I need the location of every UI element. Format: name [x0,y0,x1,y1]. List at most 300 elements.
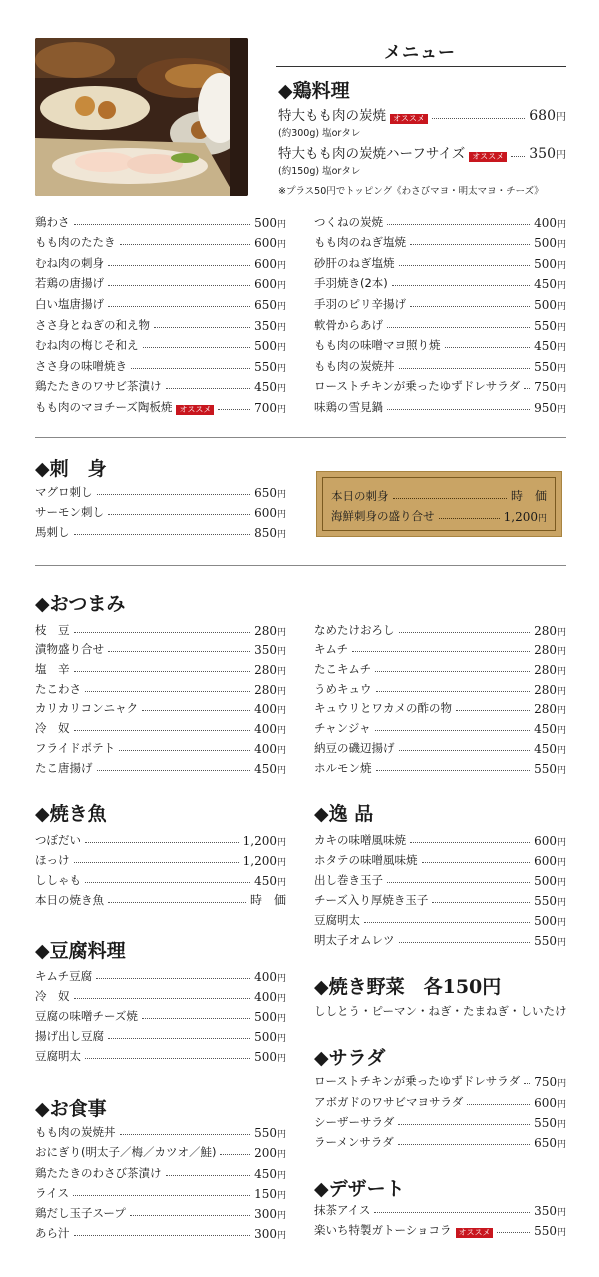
item-name: 豆腐の味噌チーズ焼 [35,1009,138,1023]
item-name: ホルモン焼 [314,760,372,775]
menu-item [314,697,566,717]
item-price: 150円 [254,1186,286,1201]
menu-item [35,250,286,271]
leader-dots [497,1232,530,1233]
leader-dots [399,750,531,751]
salad-section-title: ◆サラダ [314,1047,386,1069]
featured-item [278,104,566,124]
sashimi-special-list [331,484,547,524]
item-price: 時 価 [249,893,286,907]
menu-item [314,333,566,354]
item-name: もも肉のたたき [35,235,116,250]
item-name: 手羽のピリ辛揚げ [314,296,406,311]
item-name: 本日の焼き魚 [35,893,104,907]
item-name: 若鶏の唐揚げ [35,276,104,291]
dessert-section-title: ◆デザート [314,1178,405,1200]
item-price: 500円 [534,236,566,251]
menu-item [35,716,286,736]
menu-item [35,520,286,540]
item-name: アボガドのワサビマヨサラダ [314,1094,464,1109]
item-name: 鶏わさ [35,214,70,229]
leader-dots [97,770,251,771]
menu-item [35,1024,286,1044]
recommend-badge: オススメ [469,152,507,162]
item-name: フライドポテト [35,740,116,755]
leader-dots [399,942,531,943]
menu-item [314,756,566,776]
menu-item [314,1069,566,1089]
leader-dots [399,632,531,633]
leader-dots [445,347,531,348]
item-price: 600円 [534,834,566,848]
leader-dots [422,862,531,863]
leader-dots [410,842,530,843]
leader-dots [375,730,530,731]
menu-item [314,1198,566,1218]
item-price: 600円 [534,1095,566,1110]
item-name: 特大もも肉の炭焼 [278,108,386,124]
leader-dots [154,327,250,328]
item-price: 1,200円 [242,854,286,868]
item-name: チーズ入り厚焼き玉子 [314,893,429,907]
item-name: 明太子オムレツ [314,933,395,947]
leader-dots [108,514,250,515]
item-price: 600円 [254,236,286,251]
menu-item [35,312,286,333]
item-price: 450円 [254,1166,286,1181]
leader-dots [432,902,530,903]
chicken-section-title: ◆鶏料理 [278,80,350,102]
menu-item [35,353,286,374]
yakizakana-section-title: ◆焼き魚 [35,803,107,825]
item-name: ホタテの味噌風味焼 [314,853,418,867]
item-name: 出し巻き玉子 [314,873,383,887]
leader-dots [85,691,250,692]
item-price: 350円 [254,318,286,333]
leader-dots [398,1124,530,1125]
menu-item [35,374,286,395]
sashimi-list [35,480,286,540]
item-name: おにぎり(明太子／梅／カツオ／鮭) [35,1145,217,1160]
leader-dots [120,1134,251,1135]
leader-dots [166,1175,251,1176]
item-price: 500円 [254,215,286,230]
leader-dots [108,265,250,266]
menu-item [314,868,566,888]
leader-dots [166,388,251,389]
item-price: 1,200円 [503,510,547,524]
menu-item [314,1110,566,1130]
leader-dots [387,327,530,328]
dessert-list [314,1198,566,1238]
leader-dots [96,978,250,979]
menu-item [35,1004,286,1024]
leader-dots [85,1058,250,1059]
leader-dots [142,1018,250,1019]
menu-item [35,291,286,312]
leader-dots [374,1212,530,1213]
item-price: 550円 [534,761,566,776]
leader-dots [364,922,530,923]
menu-item [35,657,286,677]
item-name: むね肉の刺身 [35,255,104,270]
food-photo [35,38,248,196]
menu-item [35,1044,286,1064]
leader-dots [74,1235,251,1236]
menu-item [35,868,286,888]
item-name: 海鮮刺身の盛り合せ [331,509,435,523]
item-name: ほっけ [35,853,70,867]
item-price: 550円 [534,894,566,908]
item-name: たこ唐揚げ [35,760,93,775]
leader-dots [220,1154,250,1155]
leader-dots [398,1144,530,1145]
item-price: 500円 [534,256,566,271]
menu-item [314,638,566,658]
menu-item [314,1089,566,1109]
leader-dots [85,842,239,843]
item-name: 砂肝のねぎ塩焼 [314,255,395,270]
item-price: 500円 [254,339,286,354]
item-name: 豆腐明太 [314,913,360,927]
item-name: ライス [35,1185,70,1200]
item-price: 400円 [254,970,286,984]
item-price: 350円 [534,1204,566,1218]
menu-item [35,1120,286,1140]
item-price: 450円 [254,874,286,888]
menu-item [35,888,286,908]
item-price: 280円 [534,643,566,658]
item-price: 600円 [534,854,566,868]
item-price: 280円 [254,663,286,678]
menu-item [35,394,286,415]
leader-dots [393,498,507,499]
item-price: 850円 [254,526,286,540]
item-name: もも肉の炭焼丼 [35,1125,116,1140]
menu-item [35,209,286,230]
otsumami-section-title: ◆おつまみ [35,593,126,615]
item-price: 280円 [534,682,566,697]
topping-note: ※プラス50円でトッピング《わさびマヨ・明太マヨ・チーズ》 [278,186,544,197]
menu-item [314,250,566,271]
item-name: もも肉の炭焼丼 [314,358,395,373]
item-price: 280円 [254,623,286,638]
chicken-list-right [314,209,566,415]
item-name: 鶏だし玉子スープ [35,1205,126,1220]
item-name: たこわさ [35,681,81,696]
item-name: 納豆の磯辺揚げ [314,740,395,755]
menu-item [35,230,286,251]
menu-item [35,1201,286,1221]
leader-dots [85,882,250,883]
item-name: 特大もも肉の炭焼ハーフサイズ [278,146,466,162]
menu-item [314,736,566,756]
leader-dots [130,1215,250,1216]
item-name: 味鶏の雪見鍋 [314,399,383,414]
item-price: 280円 [534,623,566,638]
yakiyasai-items: ししとう・ピーマン・ねぎ・たまねぎ・しいたけ [314,1004,567,1018]
menu-item [314,271,566,292]
item-name: ささ身とねぎの和え物 [35,317,150,332]
item-price: 500円 [534,297,566,312]
item-name: もも肉の味噌マヨ照り焼 [314,338,441,353]
item-name: ローストチキンが乗ったゆずドレサラダ [314,1074,521,1089]
sashimi-special-box [316,471,562,537]
leader-dots [74,632,251,633]
item-price: 200円 [254,1146,286,1161]
menu-item [35,271,286,292]
item-name: 楽いち特製ガトーショコラ [314,1223,452,1237]
item-price: 450円 [534,277,566,292]
item-price: 300円 [254,1227,286,1242]
item-name: うめキュウ [314,681,372,696]
leader-dots [218,409,250,410]
menu-item [35,848,286,868]
item-price: 350円 [254,643,286,658]
item-name: キムチ [314,642,349,657]
item-name: 鶏たたきのわさび茶漬け [35,1165,162,1180]
shokuji-list [35,1120,286,1241]
leader-dots [376,691,531,692]
menu-item [35,736,286,756]
item-price: 750円 [534,380,567,395]
leader-dots [376,770,531,771]
item-price: 650円 [254,297,286,312]
leader-dots [74,534,251,535]
otsumami-list-left [35,618,286,776]
leader-dots [511,156,525,157]
menu-item [35,480,286,500]
item-name: ささ身の味噌焼き [35,358,127,373]
menu-item [331,484,547,504]
leader-dots [375,671,530,672]
ippin-section-title: ◆逸 品 [314,803,374,825]
item-name: サーモン刺し [35,505,104,519]
item-price: 300円 [254,1206,286,1221]
leader-dots [73,1195,250,1196]
leader-dots [74,998,251,999]
item-name: カリカリコンニャク [35,701,139,716]
menu-item [314,928,566,948]
menu-item [35,1160,286,1180]
item-price: 500円 [534,914,566,928]
item-name: 軟骨からあげ [314,317,383,332]
item-price: 450円 [534,722,566,737]
item-price: 500円 [254,1030,286,1044]
item-name: ローストチキンが乗ったゆずドレサラダ [314,379,521,394]
leader-dots [108,1038,250,1039]
featured-item [278,142,566,162]
leader-dots [467,1104,530,1105]
menu-item [314,888,566,908]
leader-dots [456,710,530,711]
item-price: 時 価 [510,489,547,503]
item-note: (約300g) 塩orタレ [278,128,361,139]
menu-item [35,697,286,717]
menu-item [314,716,566,736]
menu-item [314,908,566,928]
leader-dots [119,750,250,751]
item-price: 280円 [534,663,566,678]
leader-dots [108,651,250,652]
leader-dots [108,902,246,903]
section-divider [35,437,566,438]
leader-dots [74,862,239,863]
otsumami-list-right [314,618,566,776]
item-price: 450円 [534,339,566,354]
item-price: 650円 [254,486,286,500]
leader-dots [142,710,250,711]
item-price: 500円 [254,1010,286,1024]
menu-item [314,618,566,638]
menu-item [314,828,566,848]
item-price: 550円 [534,318,566,333]
item-name: チャンジャ [314,721,371,736]
item-price: 450円 [254,761,286,776]
item-price: 400円 [254,741,286,756]
menu-item [314,230,566,251]
item-price: 550円 [534,359,566,374]
chicken-list-left [35,209,286,415]
tofu-section-title: ◆豆腐料理 [35,940,126,962]
item-name: ラーメンサラダ [314,1135,394,1150]
recommend-badge: オススメ [390,114,428,124]
item-price: 550円 [534,1115,566,1130]
item-price: 550円 [534,1224,566,1238]
item-price: 400円 [254,990,286,1004]
leader-dots [432,118,525,119]
menu-item [314,657,566,677]
item-price: 550円 [254,1126,286,1141]
item-name: 塩 辛 [35,662,70,677]
leader-dots [392,285,530,286]
tofu-list [35,964,286,1064]
menu-item [314,374,566,395]
menu-item [331,504,547,524]
leader-dots [120,244,251,245]
item-name: つぼだい [35,833,81,847]
leader-dots [399,265,531,266]
item-name: 揚げ出し豆腐 [35,1029,104,1043]
item-name: 白い塩唐揚げ [35,296,104,311]
leader-dots [131,368,250,369]
menu-item [35,756,286,776]
item-note: (約150g) 塩orタレ [278,166,361,177]
item-name: あら汁 [35,1226,70,1241]
item-price: 280円 [254,682,286,697]
item-name: 抹茶アイス [314,1203,371,1217]
item-name: つくねの炭焼 [314,214,383,229]
leader-dots [387,224,530,225]
leader-dots [97,494,251,495]
menu-item [35,1181,286,1201]
item-name: 漬物盛り合せ [35,642,104,657]
menu-item [35,828,286,848]
item-price: 500円 [254,1050,286,1064]
leader-dots [352,651,530,652]
chicken-featured [278,104,566,197]
menu-item [314,848,566,868]
item-price: 500円 [534,874,566,888]
item-name: むね肉の梅じそ和え [35,338,139,353]
yakizakana-list [35,828,286,908]
item-price: 450円 [254,380,286,395]
item-price: 400円 [254,702,286,717]
section-divider [35,565,566,566]
menu-item [35,677,286,697]
menu-item [35,1221,286,1241]
item-price: 600円 [254,256,286,271]
item-price: 280円 [534,702,566,717]
menu-item [314,1218,566,1238]
item-name: 枝 豆 [35,622,70,637]
ippin-list [314,828,566,948]
leader-dots [524,1083,530,1084]
item-price: 600円 [254,277,286,292]
recommend-badge: オススメ [176,405,214,415]
item-price: 550円 [254,359,286,374]
recommend-badge: オススメ [456,1228,494,1238]
item-name: もも肉のねぎ塩焼 [314,235,406,250]
menu-item [35,638,286,658]
item-price: 1,200円 [242,834,286,848]
menu-item [314,209,566,230]
menu-item [314,394,566,415]
item-name: 馬刺し [35,525,70,539]
leader-dots [410,244,530,245]
item-price: 700円 [254,400,286,415]
item-name: ししゃも [35,873,81,887]
item-price: 650円 [534,1136,566,1151]
leader-dots [74,671,251,672]
item-name: 冷 奴 [35,989,70,1003]
leader-dots [74,730,251,731]
leader-dots [399,368,531,369]
item-name: なめたけおろし [314,622,395,637]
item-name: 鶏たたきのワサビ茶漬け [35,379,162,394]
leader-dots [108,285,250,286]
yakiyasai-section-title: ◆焼き野菜 各150円 [314,976,502,998]
item-name: 手羽焼き(2本) [314,276,388,291]
item-price: 450円 [534,741,566,756]
item-name: 冷 奴 [35,721,70,736]
item-name: カキの味噌風味焼 [314,833,406,847]
menu-item [314,312,566,333]
leader-dots [143,347,251,348]
leader-dots [387,409,530,410]
item-name: シーザーサラダ [314,1114,395,1129]
item-price: 550円 [534,934,566,948]
food-photo-illustration [35,38,248,196]
salad-list [314,1069,566,1150]
page-title: メニュー [384,43,456,63]
sashimi-section-title: ◆刺 身 [35,458,107,480]
item-price: 400円 [254,722,286,737]
menu-item [314,353,566,374]
item-name: 豆腐明太 [35,1049,81,1063]
shokuji-section-title: ◆お食事 [35,1098,107,1120]
leader-dots [108,306,250,307]
leader-dots [410,306,530,307]
item-price: 350円 [529,146,566,162]
item-name: キュウリとワカメの酢の物 [314,701,452,716]
leader-dots [387,882,530,883]
menu-item [314,677,566,697]
menu-item [314,291,566,312]
item-price: 600円 [254,506,286,520]
menu-item [35,964,286,984]
menu-item [35,500,286,520]
